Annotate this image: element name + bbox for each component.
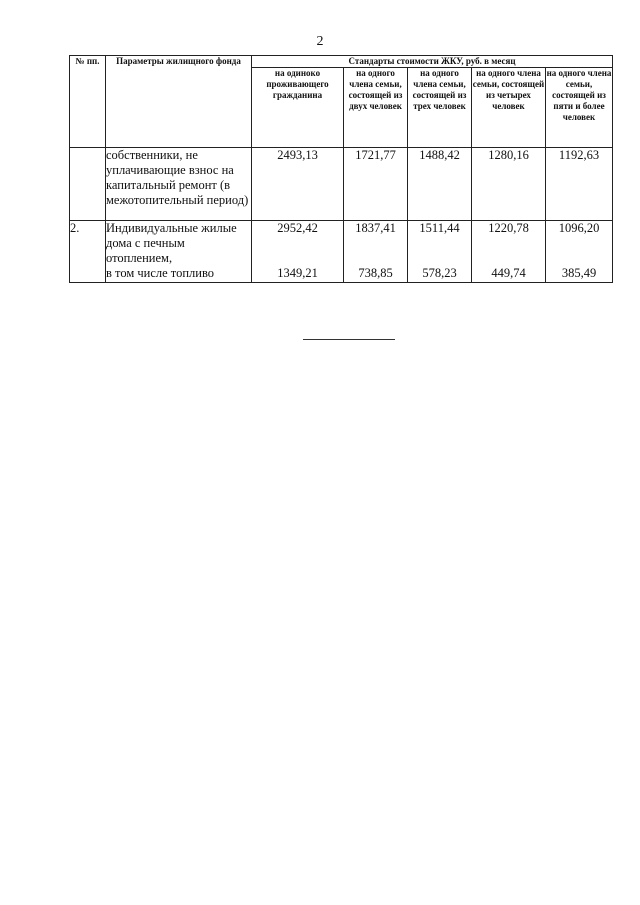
table-row — [70, 148, 613, 221]
header-family-of-two: на одного члена семьи, состоящей из двух человек — [344, 68, 408, 148]
value-cell — [546, 221, 613, 283]
row-number — [70, 148, 106, 221]
value-fuel: 385,49 — [561, 266, 597, 280]
row-parameter-main: Индивидуальные жилые дома с печным отоплением, — [106, 221, 237, 265]
row-parameter: собственники, не уплачивающие взнос на капитальный ремонт (в межотопительный период) — [106, 148, 252, 221]
value-fuel: 1349,21 — [277, 266, 318, 280]
value-cell: 1192,63 — [546, 148, 613, 221]
table-row — [70, 221, 613, 283]
value-cell — [252, 221, 344, 283]
value-cell: 1488,42 — [408, 148, 472, 221]
value-fuel: 578,23 — [422, 266, 457, 280]
value-cell: 1721,77 — [344, 148, 408, 221]
value-fuel: 738,85 — [358, 266, 393, 280]
value-main: 1837,41 — [355, 221, 396, 235]
value-cell: 1280,16 — [472, 148, 546, 221]
value-cell — [408, 221, 472, 283]
value-main: 1096,20 — [558, 221, 600, 235]
header-parameters: Параметры жилищного фонда — [106, 56, 252, 148]
row-parameter-sub: в том числе топливо — [106, 266, 215, 280]
closing-divider-line — [303, 339, 395, 340]
header-family-of-three: на одного члена семьи, состоящей из трех человек — [408, 68, 472, 148]
value-cell — [472, 221, 546, 283]
page-number: 2 — [316, 34, 324, 49]
value-main: 1220,78 — [488, 221, 529, 235]
header-standards: Стандарты стоимости ЖКУ, руб. в месяц — [252, 56, 613, 68]
value-cell — [344, 221, 408, 283]
header-family-of-four: на одного члена семьи, состоящей из четырех человек — [472, 68, 546, 148]
value-fuel: 449,74 — [491, 266, 526, 280]
value-main: 2952,42 — [277, 221, 318, 235]
value-main: 1511,44 — [419, 221, 460, 235]
row-number: 2. — [70, 221, 106, 283]
row-parameter — [106, 221, 252, 283]
cost-standards-table — [69, 55, 613, 283]
value-cell: 2493,13 — [252, 148, 344, 221]
header-family-of-five: на одного члена семьи, состоящей из пяти и более человек — [546, 68, 613, 148]
header-number: № пп. — [70, 56, 106, 148]
header-row-1 — [70, 56, 613, 68]
header-single-person: на одиноко проживающего гражданина — [252, 68, 344, 148]
